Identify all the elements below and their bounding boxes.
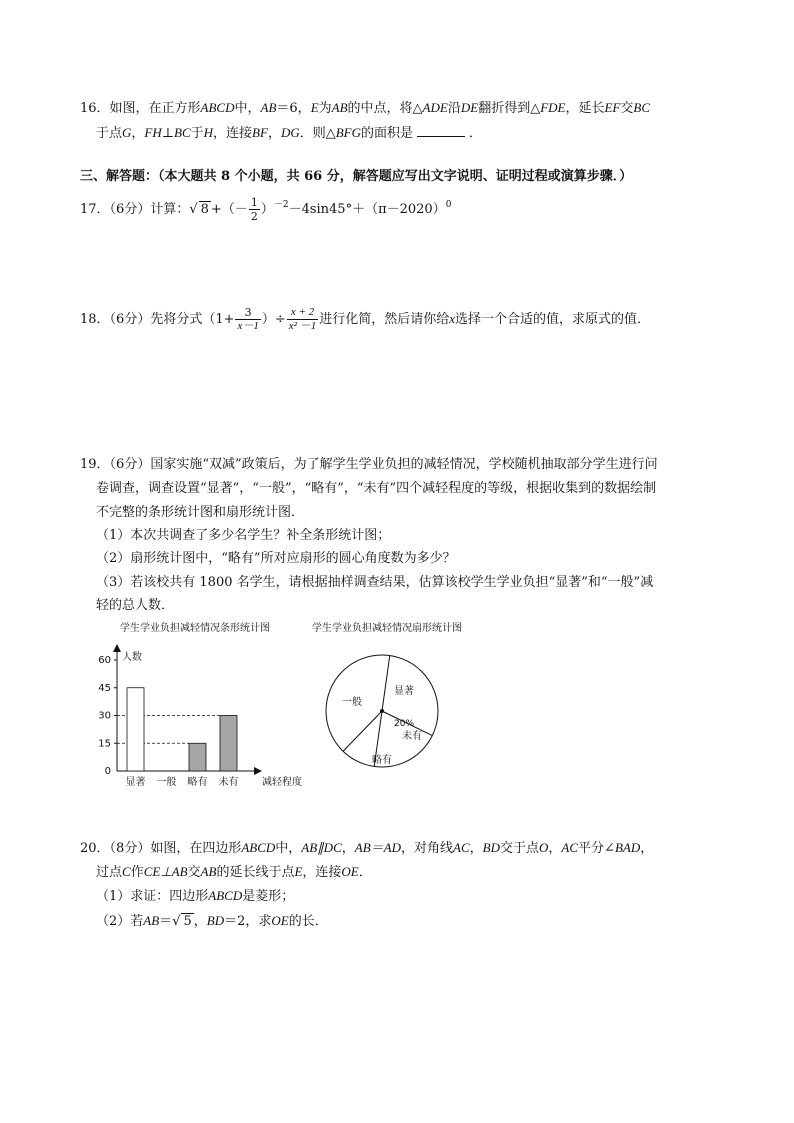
y-tick-label: 15: [98, 738, 111, 750]
x-axis-label: 减轻程度: [262, 777, 302, 788]
y-tick-label: 60: [98, 655, 111, 666]
q20-line-2: 过点C作CE⊥AB交AB的延长线于点E，连接OE．: [96, 864, 372, 880]
bar-chart: [90, 640, 320, 795]
x-category-label: 一般: [156, 777, 177, 788]
y-tick-label: 30: [98, 710, 111, 722]
sqrt-5: 5: [183, 914, 192, 929]
pie-label-general: 一般: [342, 697, 362, 708]
section-3-header: 三、解答题：（本大题共 8 个小题，共 66 分，解答题应写出文字说明、证明过程或演算步骤．）: [80, 169, 633, 184]
q17-expression: 17．（6分）计算：√ 8 +（－ $\frac{1}{2}$ ）$^{-2}-4\sin 45^\circ+(\pi-2020)^0$: [80, 196, 452, 223]
q19-sub-2: （2）扇形统计图中，“略有”所对应扇形的圆心角度数为多少？: [96, 551, 456, 566]
pie-label-none: 未有: [402, 731, 422, 742]
q19-line-3: 不完整的条形统计图和扇形统计图．: [96, 505, 305, 520]
pie-center: [380, 709, 384, 713]
q19-line-1: 19．（6分）国家实施“双减”政策后，为了解学生学业负担的减轻情况，学校随机抽取部分学生进行问: [80, 457, 658, 472]
y-axis-label: 人数: [122, 652, 142, 663]
fraction-3-over-x-minus-1: $\frac{3}{x-1}$: [237, 306, 259, 332]
bar-4: [220, 716, 237, 772]
pie-label-slight: 略有: [372, 755, 392, 766]
y-tick-label: 45: [98, 682, 111, 694]
fraction-one-half: $\frac{1}{2}$: [250, 196, 258, 223]
q20-sub-2: （2）若AB＝√ 5 ，BD＝2，求OE的长．: [96, 913, 328, 929]
q20-sub-1: （1）求证：四边形ABCD是菱形；: [96, 888, 295, 904]
answer-blank[interactable]: [417, 124, 465, 137]
q18-expression: 18．（6分）先将分式（1+ $\frac{3}{x-1}$ ）÷ $\frac{x + 2}{\text{x² －1}}$ 进行化简，然后请你给x选择一个合适的值，求原式的值．: [80, 306, 651, 332]
bar-1: [127, 688, 144, 771]
q19-line-2: 卷调查，调查设置“显著”，“一般”，“略有”，“未有”四个减轻程度的等级，根据收集到的数据绘制: [96, 481, 657, 496]
pie-label-significant: 显著: [394, 686, 414, 697]
q19-sub-3a: （3）若该校共有 1800 名学生，请根据抽样调查结果，估算该校学生学业负担“显著”和“一般”减: [96, 575, 654, 590]
pie-annotation-20pct: 20%: [394, 719, 415, 729]
bar-chart-title: 学生学业负担减轻情况条形统计图: [120, 623, 270, 634]
q16-line-2: 于点G，FH⊥BC于H，连接BF，DG．则△BFG的面积是 ．: [96, 125, 483, 141]
x-category-label: 未有: [218, 777, 239, 788]
q19-sub-1: （1）本次共调查了多少名学生？补全条形统计图；: [96, 528, 391, 543]
sqrt-8: 8: [200, 202, 209, 217]
pie-chart: [320, 650, 450, 775]
q19-sub-3b: 轻的总人数．: [96, 598, 175, 613]
q20-line-1: 20．（8分）如图，在四边形ABCD中，AB∥DC，AB＝AD，对角线AC，BD交于点O，AC平分∠BAD，: [80, 840, 654, 856]
bar-3: [189, 743, 206, 771]
fraction-x-plus-2: $\frac{x + 2}{\text{x² －1}}$: [288, 306, 317, 332]
x-category-label: 略有: [187, 777, 208, 788]
q16-line-1: 16．如图，在正方形ABCD中，AB＝6，E为AB的中点，将△ADE沿DE翻折得到△FDE，延长EF交BC: [80, 100, 651, 116]
pie-chart-title: 学生学业负担减轻情况扇形统计图: [312, 623, 462, 634]
x-category-label: 显著: [125, 777, 146, 788]
y-tick-label: 0: [104, 766, 111, 777]
